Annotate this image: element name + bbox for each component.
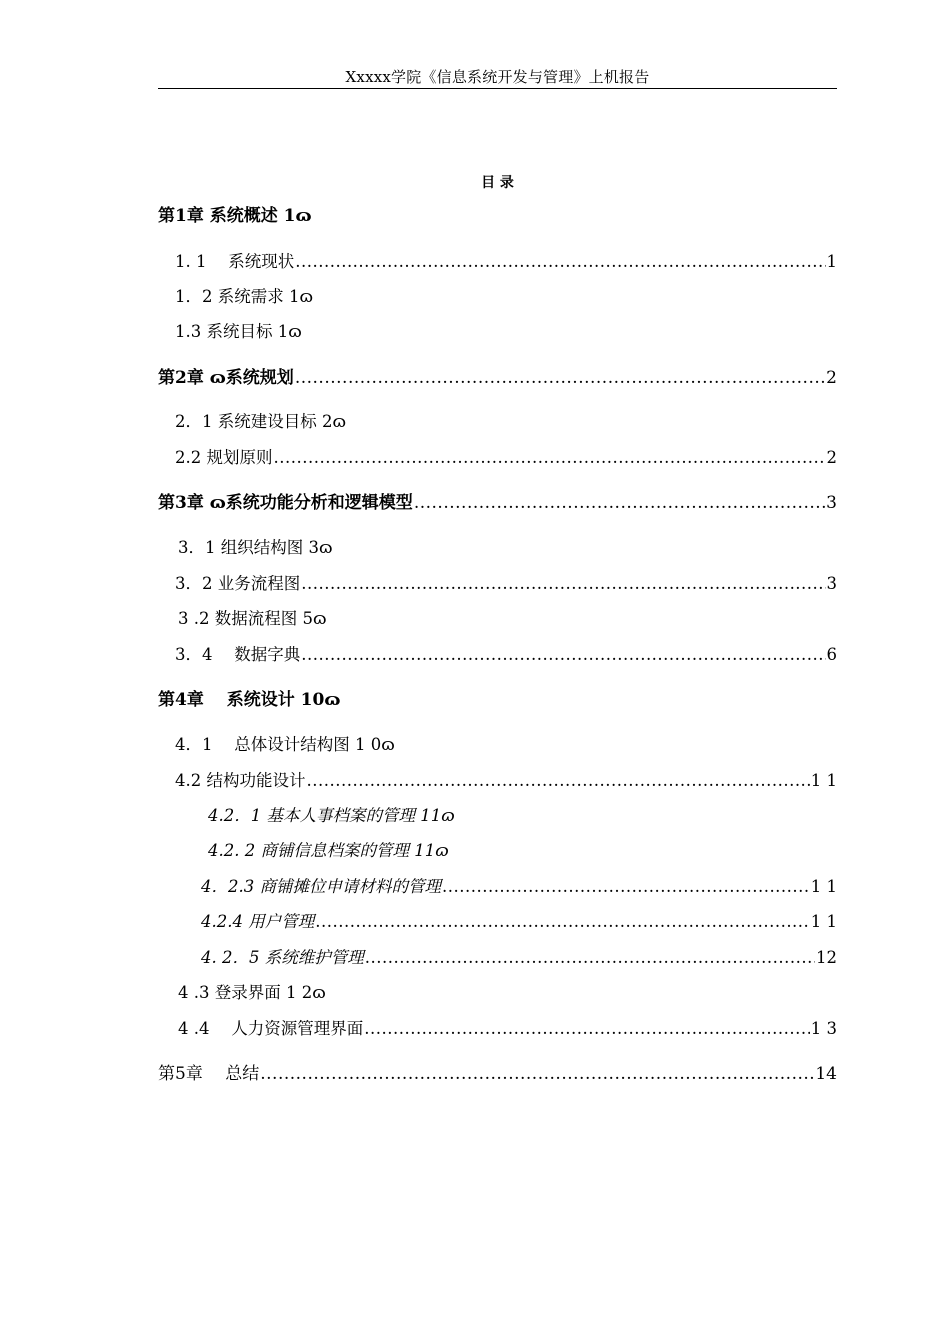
toc-page-number: 1 3 — [810, 1019, 837, 1038]
toc-entry-text: 第1章 系统概述 1 — [158, 206, 296, 226]
toc-entry-text: 4 .4 人力资源管理界面 — [178, 1019, 364, 1038]
toc-entry-4-2-1[interactable]: 4.2．1 基本人事档案的管理 11 ɷ — [208, 806, 455, 825]
toc-entry-text: 3．4 数据字典 — [175, 645, 301, 664]
toc-entry-4-3[interactable]: 4 .3 登录界面 1 2 ɷ — [178, 983, 326, 1002]
toc-page-number: 3 — [826, 574, 837, 593]
toc-entry-text: 1.3 系统目标 1 — [175, 322, 289, 341]
toc-entry-1-1[interactable] — [175, 251, 837, 273]
toc-entry-1-2[interactable]: 1．2 系统需求 1 ɷ — [175, 287, 314, 306]
toc-entry-chapter-4[interactable]: 第4章 系统设计 10 ɷ — [158, 690, 341, 710]
toc-entry-1-3[interactable]: 1.3 系统目标 1 ɷ — [175, 322, 302, 341]
toc-entry-3-3[interactable]: 3 .2 数据流程图 5 ɷ — [178, 609, 327, 628]
toc-entry-text: 第5章 总结 — [158, 1064, 260, 1084]
toc-page-number: 12 — [816, 948, 837, 967]
toc-page-number: 3 — [826, 493, 837, 513]
toc-leader-dots — [307, 770, 810, 792]
header-rule — [158, 88, 837, 89]
toc-entry-3-1[interactable]: 3．1 组织结构图 3 ɷ — [178, 538, 333, 557]
toc-entry-3-2[interactable] — [175, 573, 837, 595]
toc-entry-2-2[interactable] — [175, 447, 837, 469]
toc-entry-text: 第2章 ɷ系统规划 — [158, 368, 294, 388]
toc-entry-4-1[interactable]: 4．1 总体设计结构图 1 0 ɷ — [175, 735, 395, 754]
toc-page-number: 14 — [815, 1064, 837, 1084]
toc-page-number: 1 1 — [810, 912, 837, 931]
toc-entry-text: 4．2.3 商铺摊位申请材料的管理 — [201, 877, 441, 896]
toc-entry-4-2-3[interactable] — [201, 876, 837, 898]
toc-entry-text: 3．1 组织结构图 3 — [178, 538, 319, 557]
toc-entry-text: 4．1 总体设计结构图 1 0 — [175, 735, 382, 754]
toc-leader-dots — [260, 1063, 814, 1085]
toc-page-number: 1 1 — [810, 877, 837, 896]
toc-entry-4-2-4[interactable] — [201, 911, 837, 933]
toc-page-number: 1 — [826, 252, 837, 271]
toc-entry-text: 第4章 系统设计 10 — [158, 690, 325, 710]
toc-entry-4-2-2[interactable]: 4.2. 2 商铺信息档案的管理 11 ɷ — [208, 841, 449, 860]
toc-entry-text: 4.2 结构功能设计 — [175, 771, 306, 790]
toc-entry-chapter-3[interactable] — [158, 492, 837, 514]
toc-leader-dots — [295, 367, 825, 389]
toc-leader-dots — [274, 447, 826, 469]
toc-leader-dots — [414, 492, 825, 514]
toc-entry-3-4[interactable] — [175, 644, 837, 666]
toc-entry-text: 第3章 ɷ系统功能分析和逻辑模型 — [158, 493, 413, 513]
toc-entry-chapter-5[interactable] — [158, 1063, 837, 1085]
toc-entry-chapter-1[interactable]: 第1章 系统概述 1 ɷ — [158, 206, 312, 226]
toc-page-number: 2 — [826, 368, 837, 388]
toc-entry-text: 4.2.4 用户管理 — [201, 912, 315, 931]
toc-entry-4-4[interactable] — [178, 1018, 837, 1040]
toc-entry-text: 4.2．1 基本人事档案的管理 11 — [208, 806, 442, 825]
toc-leader-dots — [295, 251, 825, 273]
toc-entry-chapter-2[interactable] — [158, 367, 837, 389]
toc-page-number: 6 — [826, 645, 837, 664]
toc-page-number: 2 — [826, 448, 837, 467]
toc-entry-text: 4. 2．5 系统维护管理 — [201, 948, 364, 967]
toc-page-number: 1 1 — [810, 771, 837, 790]
toc-entry-text: 1．2 系统需求 1 — [175, 287, 300, 306]
toc-entry-text: 2.2 规划原则 — [175, 448, 273, 467]
toc-entry-4-2-5[interactable] — [201, 947, 837, 969]
toc-leader-dots — [315, 911, 810, 933]
toc-entry-text: 3．2 业务流程图 — [175, 574, 301, 593]
toc-leader-dots — [365, 947, 815, 969]
toc-leader-dots — [301, 573, 825, 595]
toc-entry-text: 1. 1 系统现状 — [175, 252, 295, 271]
toc-entry-4-2[interactable] — [175, 770, 837, 792]
toc-leader-dots — [442, 876, 810, 898]
toc-entry-text: 4.2. 2 商铺信息档案的管理 11 — [208, 841, 436, 860]
toc-leader-dots — [301, 644, 825, 666]
toc-entry-text: 3 .2 数据流程图 5 — [178, 609, 313, 628]
toc-leader-dots — [364, 1018, 810, 1040]
page-header: Xxxxx学院《信息系统开发与管理》上机报告 — [345, 68, 650, 86]
toc-entry-text: 2．1 系统建设目标 2 — [175, 412, 333, 431]
toc-entry-text: 4 .3 登录界面 1 2 — [178, 983, 313, 1002]
toc-title: 目 录 — [481, 175, 514, 191]
toc-entry-2-1[interactable]: 2．1 系统建设目标 2 ɷ — [175, 412, 347, 431]
